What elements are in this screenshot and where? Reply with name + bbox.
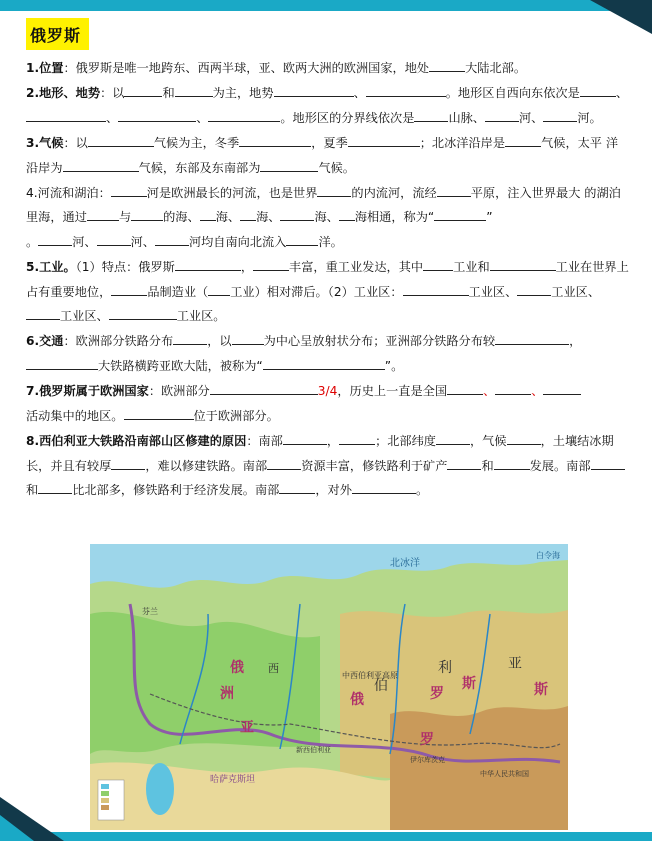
label-kazakh: 哈萨克斯坦 bbox=[210, 775, 256, 785]
answer-blank[interactable] bbox=[495, 380, 531, 395]
answer-blank[interactable] bbox=[517, 281, 551, 296]
answer-blank[interactable] bbox=[403, 281, 469, 296]
answer-blank[interactable] bbox=[414, 107, 448, 122]
answer-blank[interactable] bbox=[63, 157, 139, 172]
answer-blank[interactable] bbox=[447, 455, 481, 470]
answer-blank[interactable] bbox=[175, 82, 213, 97]
legend-swatch bbox=[101, 798, 109, 803]
answer-blank[interactable] bbox=[239, 132, 311, 147]
label-russia-eu-3: 斯 bbox=[534, 682, 548, 698]
label-asia-1: 亚 bbox=[240, 720, 254, 736]
question-4: 4.河流和湖泊： 河是欧洲最长的河流，也是世界 的内流河，流经 平原，注入世界最大 的湖泊里海，通过 与 的海、 海、 海、 海、 海相通，称为“ ” 。 河、 河、 河均自南向北流入 洋。 bbox=[26, 181, 630, 254]
answer-blank[interactable] bbox=[208, 107, 280, 122]
question-1: 1.位置：俄罗斯是唯一地跨东、西两半球，亚、欧两大洲的欧洲国家，地处 大陆北部。 bbox=[26, 56, 630, 80]
label-russia-as-3: 斯 bbox=[462, 676, 476, 692]
answer-blank[interactable] bbox=[260, 157, 318, 172]
answer-blank[interactable] bbox=[155, 231, 189, 246]
answer-blank[interactable] bbox=[352, 479, 416, 494]
answer-blank[interactable] bbox=[286, 231, 318, 246]
label-asia-2: 洲 bbox=[220, 686, 234, 702]
label-russia-eu-2: 罗 bbox=[420, 732, 434, 748]
page-title: 俄罗斯 bbox=[26, 18, 89, 50]
answer-blank[interactable] bbox=[124, 82, 162, 97]
answer-blank[interactable] bbox=[339, 206, 355, 221]
answer-blank[interactable] bbox=[280, 206, 314, 221]
answer-blank[interactable] bbox=[423, 256, 453, 271]
answer-blank[interactable] bbox=[131, 206, 163, 221]
question-2: 2.地形、地势：以 和 为主，地势 、 。地形区自西向东依次是 、、 、 。地形区的分界线依次是 山脉、 河、 河。 bbox=[26, 81, 630, 130]
answer-blank[interactable] bbox=[339, 430, 375, 445]
worksheet bbox=[26, 18, 630, 503]
question-5: 5.工业。（1）特点：俄罗斯 ， 丰富，重工业发达，其中 工业和 工业在世界上占有重要地位， 品制造业（ 工业）相对滞后。（2）工业区： 工业区、 工业区、工业区、 工业区。 bbox=[26, 255, 630, 328]
answer-blank[interactable] bbox=[173, 330, 207, 345]
question-6: 6.交通：欧洲部分铁路分布 ，以 为中心呈放射状分布；亚洲部分铁路分布较 ，大铁路横跨亚欧大陆，被称为“ ”。 bbox=[26, 329, 630, 378]
answer-blank[interactable] bbox=[26, 355, 98, 370]
answer-blank[interactable] bbox=[111, 182, 147, 197]
mountain-region bbox=[390, 706, 568, 830]
answer-blank[interactable] bbox=[591, 455, 625, 470]
label-central-siberia: 中西伯利亚高原 bbox=[342, 671, 398, 680]
corner-decoration-bottom-left-accent bbox=[0, 815, 34, 841]
answer-blank[interactable] bbox=[429, 57, 465, 72]
label-siberia-2: 伯 bbox=[374, 678, 388, 694]
answer-blank[interactable] bbox=[124, 405, 194, 420]
legend-swatch bbox=[101, 784, 109, 789]
label-siberia-4: 亚 bbox=[508, 656, 522, 672]
russia-physical-map bbox=[90, 544, 568, 830]
top-border bbox=[0, 0, 652, 11]
answer-blank[interactable] bbox=[490, 256, 556, 271]
label-arctic: 北冰洋 bbox=[390, 558, 420, 569]
answer-blank[interactable] bbox=[118, 107, 196, 122]
answer-blank[interactable] bbox=[210, 380, 318, 395]
answer-blank[interactable] bbox=[263, 355, 385, 370]
question-3: 3.气候：以 气候为主，冬季 ，夏季 ；北冰洋沿岸是 气候，太平 洋沿岸为 气候，东部及东南部为 气候。 bbox=[26, 131, 630, 180]
answer-blank[interactable] bbox=[447, 380, 483, 395]
answer-blank[interactable] bbox=[279, 479, 315, 494]
question-8: 8.西伯利亚大铁路沿南部山区修建的原因：南部 ， ；北部纬度 ，气候 ，土壤结冰期长，并且有较厚 ，难以修建铁路。南部 资源丰富，修铁路利于矿产 和 发展。南部和 比北部多，修铁路利于经济发展。南部 ，对外 。 bbox=[26, 429, 630, 502]
label-siberia-1: 西 bbox=[268, 662, 279, 675]
answer-blank[interactable] bbox=[38, 231, 72, 246]
answer-blank[interactable] bbox=[175, 256, 241, 271]
answer-blank[interactable] bbox=[437, 182, 471, 197]
answer-blank[interactable] bbox=[543, 380, 581, 395]
answer-blank[interactable] bbox=[111, 455, 145, 470]
answer-blank[interactable] bbox=[111, 281, 147, 296]
answer-blank[interactable] bbox=[434, 206, 486, 221]
answer-blank[interactable] bbox=[208, 281, 230, 296]
map-graphic bbox=[90, 544, 568, 830]
answer-blank[interactable] bbox=[253, 256, 289, 271]
answer-blank[interactable] bbox=[543, 107, 577, 122]
answer-blank[interactable] bbox=[267, 455, 301, 470]
answer-blank[interactable] bbox=[26, 107, 106, 122]
answer-blank[interactable] bbox=[200, 206, 216, 221]
legend-swatch bbox=[101, 805, 109, 810]
bottom-border bbox=[0, 832, 652, 841]
answer-blank[interactable] bbox=[26, 305, 60, 320]
answer-blank[interactable] bbox=[283, 430, 327, 445]
label-irkutsk: 伊尔库茨克 bbox=[410, 756, 445, 764]
label-russia-as-2: 罗 bbox=[430, 686, 444, 702]
label-russia-as-1: 俄 bbox=[350, 692, 364, 708]
answer-blank[interactable] bbox=[580, 82, 616, 97]
answer-blank[interactable] bbox=[485, 107, 519, 122]
label-china: 中华人民共和国 bbox=[480, 770, 529, 778]
answer-blank[interactable] bbox=[317, 182, 351, 197]
answer-blank[interactable] bbox=[97, 231, 131, 246]
answer-blank[interactable] bbox=[232, 330, 264, 345]
filled-answer: 3/4 bbox=[317, 384, 338, 399]
answer-blank[interactable] bbox=[495, 330, 569, 345]
answer-blank[interactable] bbox=[88, 132, 154, 147]
answer-blank[interactable] bbox=[240, 206, 256, 221]
label-novosibirsk: 新西伯利亚 bbox=[296, 746, 331, 754]
answer-blank[interactable] bbox=[494, 455, 530, 470]
label-bering: 白令海 bbox=[536, 551, 560, 560]
answer-blank[interactable] bbox=[505, 132, 541, 147]
answer-blank[interactable] bbox=[436, 430, 470, 445]
answer-blank[interactable] bbox=[87, 206, 119, 221]
answer-blank[interactable] bbox=[109, 305, 177, 320]
answer-blank[interactable] bbox=[507, 430, 541, 445]
legend-swatch bbox=[101, 791, 109, 796]
question-7: 7.俄罗斯属于欧洲国家：欧洲部分 3/4，历史上一直是全国 、 、 活动集中的地区。 位于欧洲部分。 bbox=[26, 379, 630, 428]
answer-blank[interactable] bbox=[366, 82, 446, 97]
answer-blank[interactable] bbox=[38, 479, 72, 494]
label-russia-eu-1: 俄 bbox=[230, 660, 244, 676]
label-finland: 芬兰 bbox=[142, 607, 158, 616]
answer-blank[interactable] bbox=[348, 132, 420, 147]
label-siberia-3: 利 bbox=[438, 660, 452, 676]
answer-blank[interactable] bbox=[274, 82, 354, 97]
caspian-sea bbox=[146, 763, 174, 815]
